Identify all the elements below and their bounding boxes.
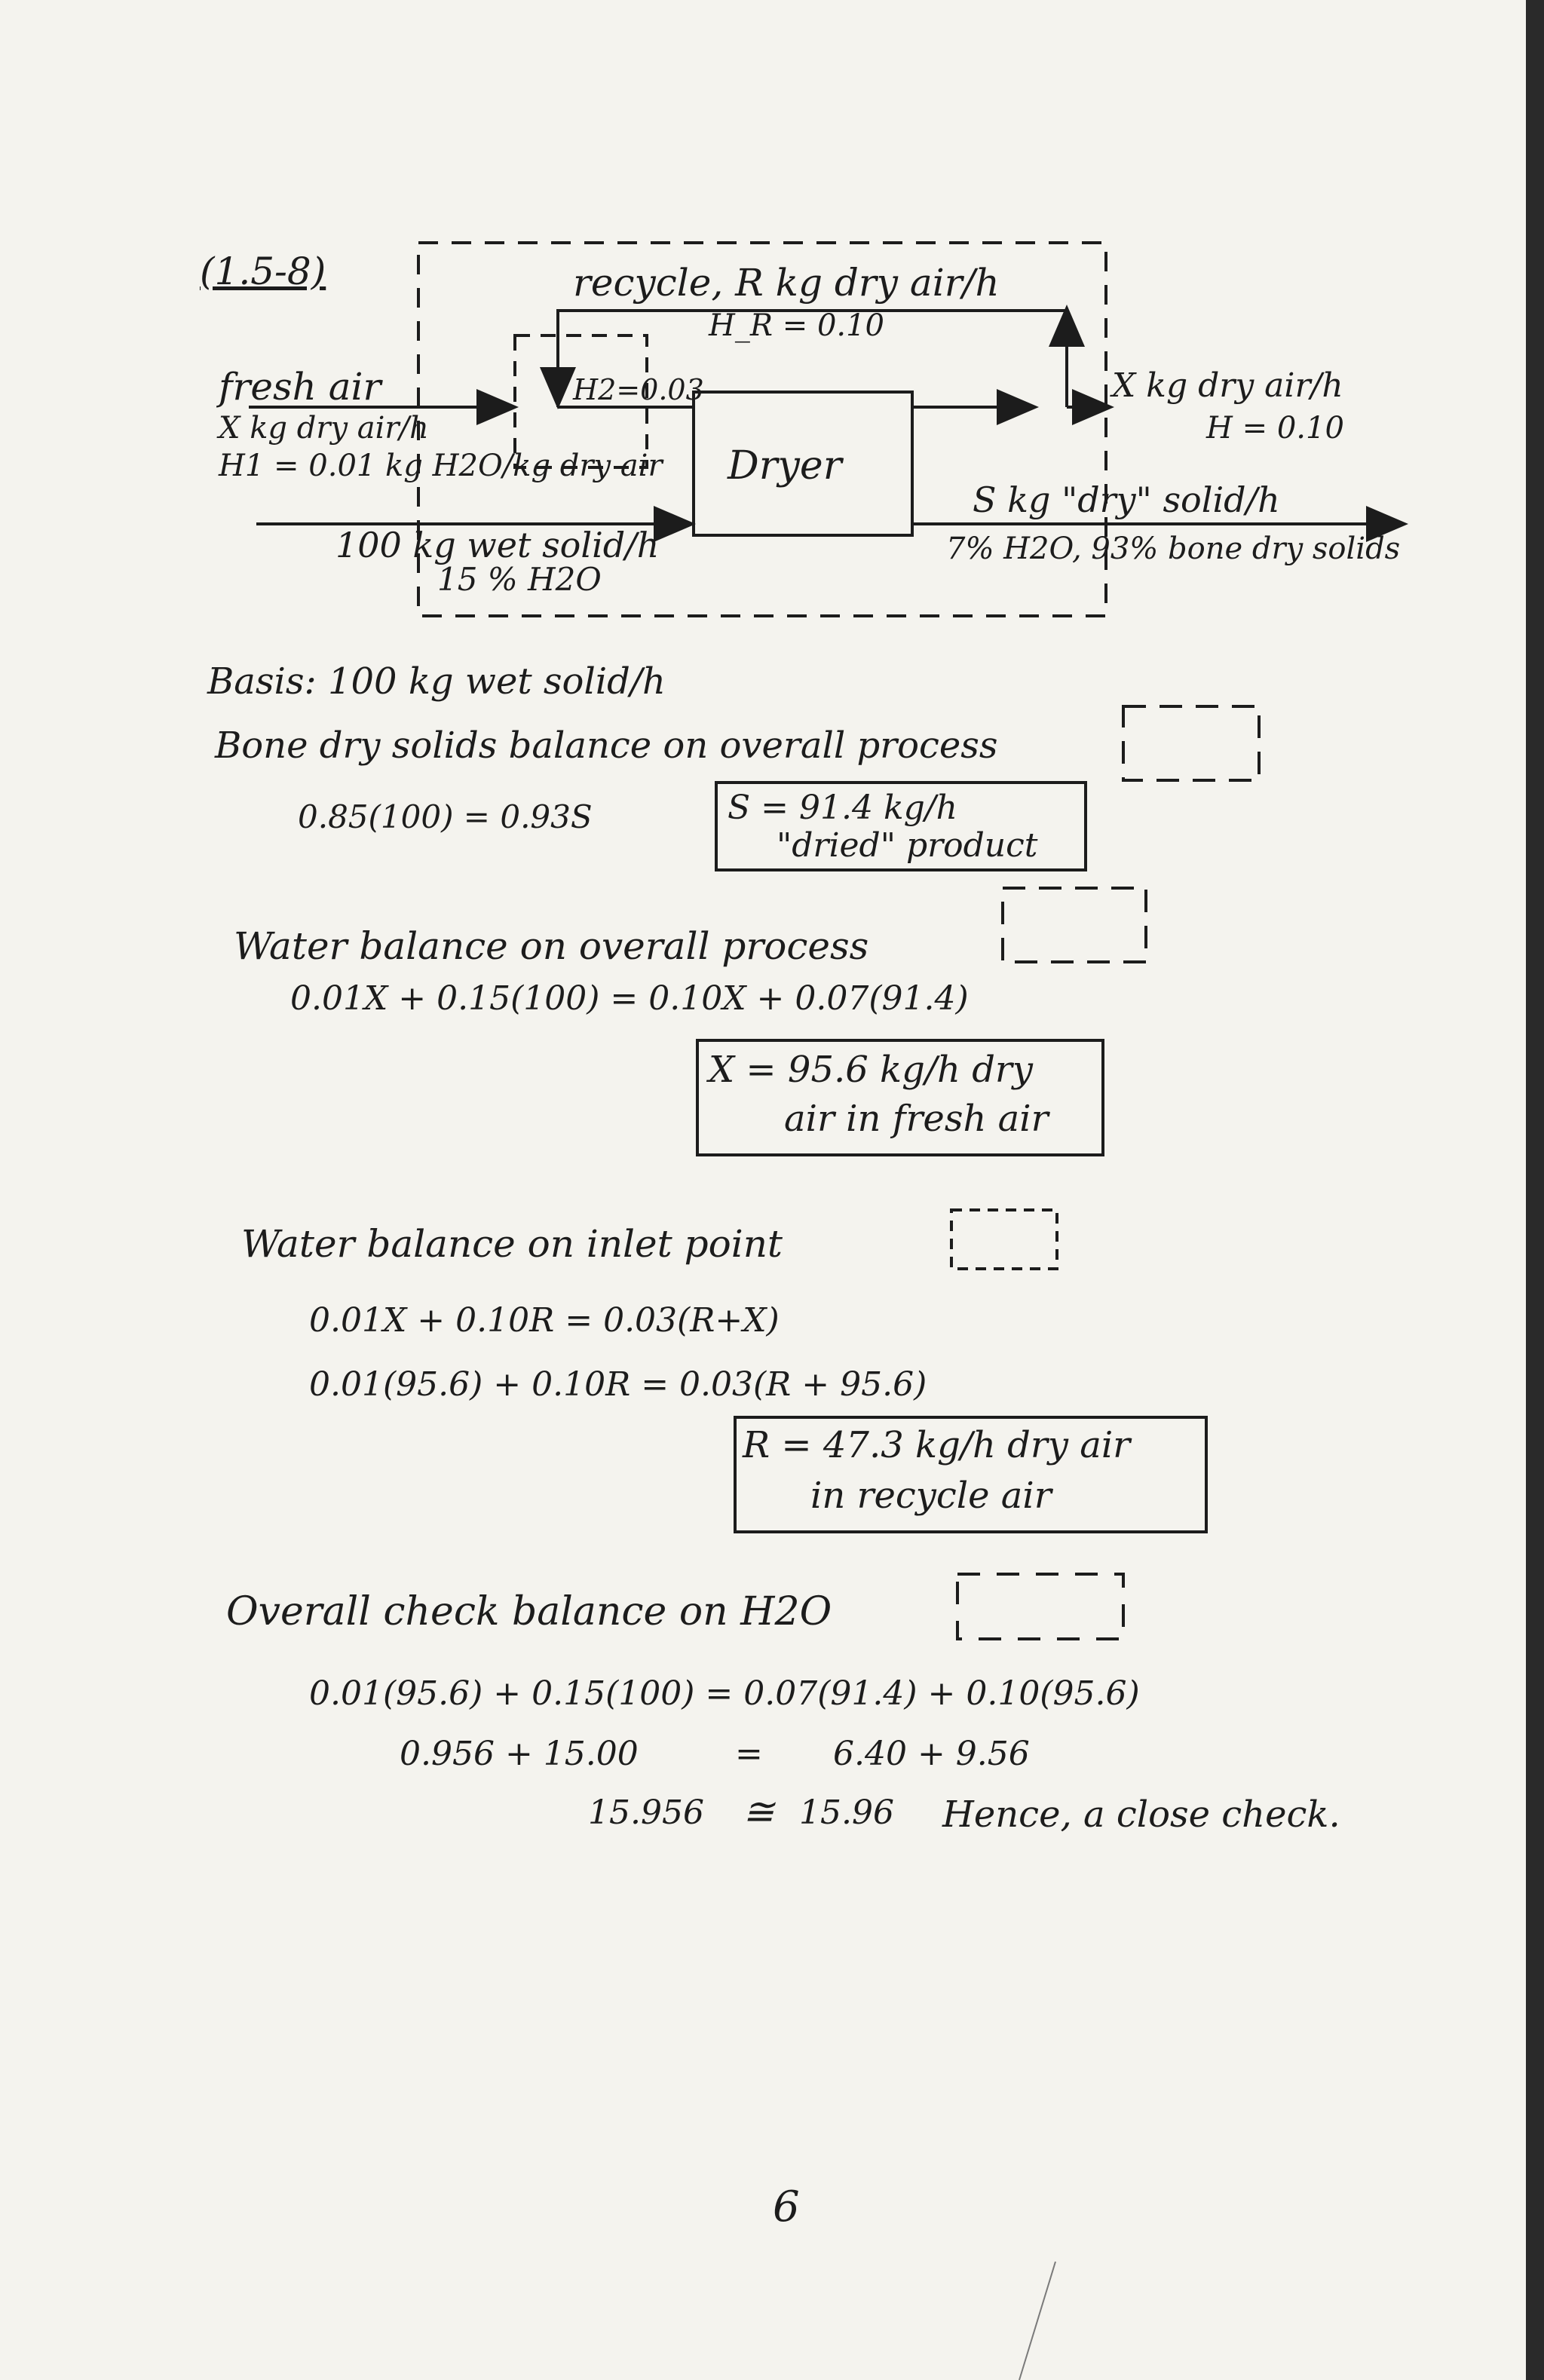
page-number: 6 (773, 2182, 800, 2231)
section4-equation-1: 0.01(95.6) + 0.15(100) = 0.07(91.4) + 0.10(95.6) (309, 1674, 1140, 1713)
h2-label: H2=0.03 (573, 373, 704, 406)
section1-result-1: S = 91.4 kg/h (728, 789, 957, 827)
section3-equation-2: 0.01(95.6) + 0.10R = 0.03(R + 95.6) (309, 1365, 927, 1404)
problem-number: (1.5-8) (200, 250, 326, 293)
section1-title: Bone dry solids balance on overall process (215, 724, 998, 767)
basis-line: Basis: 100 kg wet solid/h (207, 660, 666, 703)
section4-equation-3-sym: ≅ (743, 1790, 774, 1833)
product-flow-label: S kg "dry" solid/h (973, 479, 1280, 520)
section3-result-2: in recycle air (810, 1475, 1052, 1517)
recycle-label: recycle, R kg dry air/h (573, 261, 1000, 305)
h1-label: H1 = 0.01 kg H2O/kg dry air (219, 449, 663, 483)
section3-equation-1: 0.01X + 0.10R = 0.03(R+X) (309, 1301, 780, 1340)
exit-air-flow-label: X kg dry air/h (1112, 366, 1343, 405)
section2-title: Water balance on overall process (234, 924, 869, 968)
pencil-mark (1019, 2262, 1055, 2380)
section4-equation-2-right: 6.40 + 9.56 (833, 1735, 1030, 1773)
section4-equation-2-eq: = (735, 1735, 763, 1773)
section3-title: Water balance on inlet point (241, 1222, 783, 1266)
fresh-air-flow-label: X kg dry air/h (219, 411, 429, 446)
hr-label: H_R = 0.10 (709, 308, 885, 343)
section2-result-1: X = 95.6 kg/h dry (709, 1049, 1033, 1091)
section4-equation-3-right: 15.96 (799, 1793, 894, 1832)
boundary-icon-3 (951, 1210, 1057, 1269)
boundary-icon-4 (957, 1574, 1123, 1639)
section4-equation-3-left: 15.956 (588, 1793, 704, 1832)
scan-edge (1526, 0, 1544, 2380)
section2-result-2: air in fresh air (784, 1098, 1049, 1140)
product-comp-label: 7% H2O, 93% bone dry solids (946, 531, 1401, 566)
section1-equation: 0.85(100) = 0.93S (298, 798, 593, 835)
fresh-air-label: fresh air (219, 365, 381, 409)
section4-title: Overall check balance on H2O (226, 1589, 832, 1634)
wet-solid-label: 100 kg wet solid/h (335, 525, 660, 565)
wet-solid-water-label: 15 % H2O (437, 561, 602, 598)
exit-h-label: H = 0.10 (1206, 411, 1344, 446)
section2-equation: 0.01X + 0.15(100) = 0.10X + 0.07(91.4) (290, 979, 969, 1018)
section4-conclusion: Hence, a close check. (942, 1793, 1340, 1836)
section3-result-1: R = 47.3 kg/h dry air (743, 1424, 1131, 1466)
boundary-icon-1 (1123, 706, 1259, 780)
dryer-label: Dryer (728, 443, 842, 489)
boundary-icon-2 (1003, 888, 1146, 962)
section1-result-2: "dried" product (777, 826, 1038, 865)
section4-equation-2-left: 0.956 + 15.00 (400, 1735, 639, 1773)
